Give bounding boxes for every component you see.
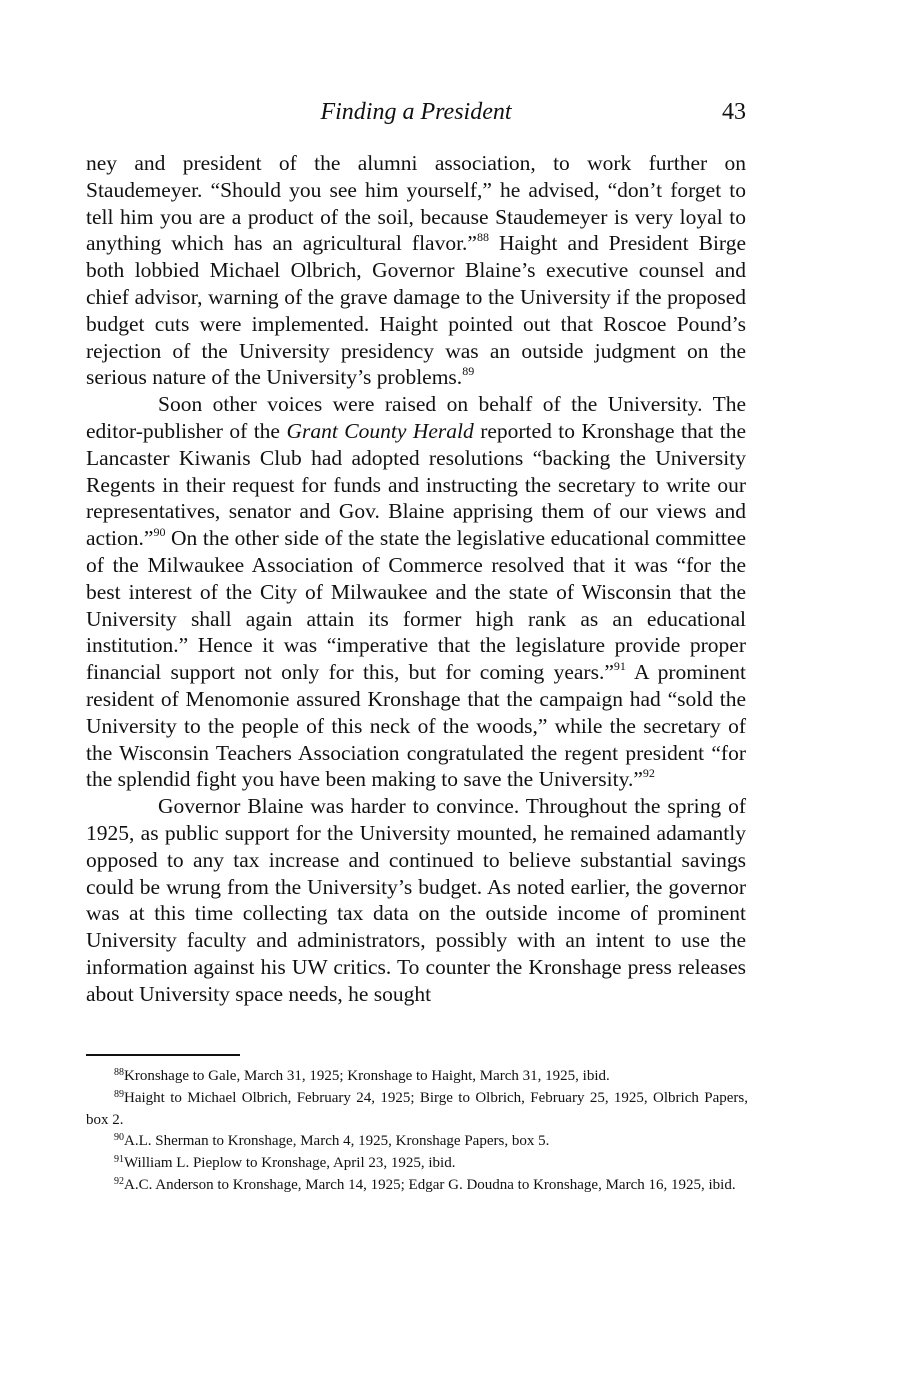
newspaper-title: Grant County Herald: [286, 418, 474, 443]
footnote-89: [86, 1088, 748, 1132]
paragraph-2-text-c: On the other side of the state the legislative educational committee of the Milwaukee Association of Commerce resolved that it was “for the best interest of the City of Milwaukee and the state of Wisconsin that the University shall again attain its former high rank as an educational institution.” Hence it was “imperative that the legislature provide proper financial support not only for this, but for coming years.”: [86, 526, 746, 685]
footnote-text: Kronshage to Gale, March 31, 1925; Kronshage to Haight, March 31, 1925, ibid.: [124, 1068, 610, 1084]
footnote-number: 90: [114, 1132, 124, 1144]
footnote-number: 91: [114, 1154, 124, 1166]
footnote-88: [86, 1066, 748, 1088]
paragraph-1-text-a: ney and president of the alumni association, to work further on Staudemeyer. “Should you see him yourself,” he advised, “don’t forget to tell him you are a product of the soil, because Staudemeyer is very loyal to anything which has an agricultural flavor.”: [86, 151, 746, 256]
footnote-divider: [86, 1054, 240, 1056]
paragraph-2-text-d: A prominent resident of Menomonie assured Kronshage that the campaign had “sold the University to the people of this neck of the woods,” while the secretary of the Wisconsin Teachers Association congratulated the regent president “for the splendid fight you have been making to save the University.”: [86, 660, 746, 792]
footnote-number: 89: [114, 1088, 124, 1100]
paragraph-3-text: Governor Blaine was harder to convince. Throughout the spring of 1925, as public support for the University mounted, he remained adamantly opposed to any tax increase and continued to believe substantial savings could be wrung from the University’s budget. As noted earlier, the governor was at this time collecting tax data on the outside income of prominent University faculty and administrators, possibly with an intent to use the information against his UW critics. To counter the Kronshage press releases about University space needs, he sought: [86, 794, 746, 1006]
running-head: [86, 94, 746, 130]
footnote-number: 92: [114, 1175, 124, 1187]
paragraph-2-text-a: Soon other voices were raised on behalf of the University. The editor-publisher of the: [86, 392, 746, 443]
footnote-text: William L. Pieplow to Kronshage, April 23, 1925, ibid.: [124, 1155, 456, 1172]
paragraph-1: [86, 150, 746, 391]
footnote-92: [86, 1175, 748, 1197]
body-text: [86, 150, 746, 1008]
footnote-number: 88: [114, 1067, 124, 1078]
footnotes: [86, 1066, 748, 1197]
footnote-ref-92: 92: [642, 766, 655, 781]
footnote-text: A.C. Anderson to Kronshage, March 14, 1925; Edgar G. Doudna to Kronshage, March 16, 1925, ibid.: [124, 1176, 736, 1193]
paragraph-1-text-b: Haight and President Birge both lobbied Michael Olbrich, Governor Blaine’s executive counsel and chief advisor, warning of the grave damage to the University if the proposed budget cuts were implemented. Haight pointed out that Roscoe Pound’s rejection of the University presidency was an outside judgment on the serious nature of the University’s problems.: [86, 231, 746, 390]
footnote-91: [86, 1153, 748, 1175]
footnote-90: [86, 1131, 748, 1153]
footnote-ref-90: 90: [153, 525, 166, 540]
running-title: Finding a President: [320, 99, 512, 125]
footnote-text: Haight to Michael Olbrich, February 24, 1925; Birge to Olbrich, February 25, 1925, Olbrich Papers, box 2.: [86, 1089, 748, 1128]
paragraph-3: [86, 793, 746, 1007]
footnote-text: A.L. Sherman to Kronshage, March 4, 1925, Kronshage Papers, box 5.: [124, 1133, 550, 1150]
paragraph-2: [86, 391, 746, 793]
footnote-ref-91: 91: [613, 659, 626, 674]
paragraph-2-text-b: reported to Kronshage that the Lancaster Kiwanis Club had adopted resolutions “backing the University Regents in their request for funds and instructing the secretary to write our representatives, senator and Gov. Blaine apprising them of our views and action.”: [86, 418, 746, 551]
page-number: 43: [722, 99, 746, 125]
footnote-ref-89: 89: [462, 364, 475, 379]
footnote-ref-88: 88: [476, 230, 489, 245]
